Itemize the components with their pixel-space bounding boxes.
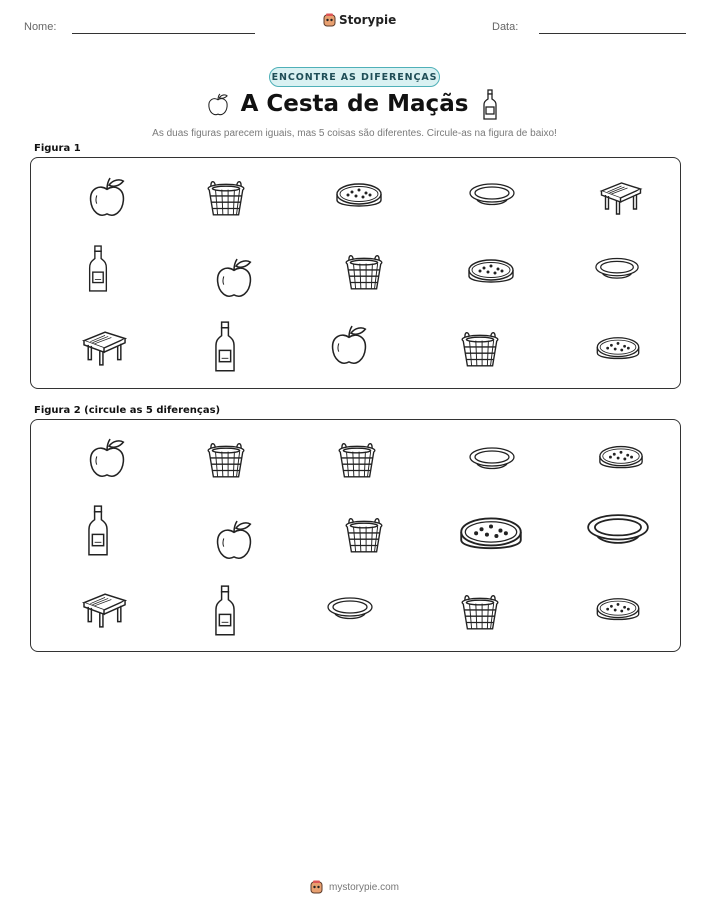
apple-icon[interactable] xyxy=(213,518,255,563)
pie-icon[interactable] xyxy=(333,180,385,214)
bottle-icon[interactable] xyxy=(86,505,110,557)
plate-icon[interactable] xyxy=(467,180,517,210)
figure1-panel xyxy=(30,157,681,389)
instructions: As duas figuras parecem iguais, mas 5 coisas são diferentes. Circule-as na figura de baixo! xyxy=(152,128,557,139)
stool-icon[interactable] xyxy=(597,179,644,217)
plate-icon[interactable] xyxy=(467,444,517,474)
stool-icon[interactable] xyxy=(79,328,129,368)
footer-site: mystorypie.com xyxy=(328,881,399,893)
figure2-panel[interactable] xyxy=(30,419,681,652)
apple-icon[interactable] xyxy=(328,323,370,368)
pie-icon[interactable] xyxy=(594,595,642,627)
apple-icon[interactable] xyxy=(86,175,128,220)
pie-icon[interactable] xyxy=(466,256,516,290)
plate-icon[interactable] xyxy=(584,511,652,549)
brand-logo xyxy=(323,13,396,27)
storypie-mascot-icon xyxy=(323,13,336,27)
name-label: Nome: xyxy=(24,21,57,33)
stool-icon[interactable] xyxy=(79,590,129,630)
basket-icon[interactable] xyxy=(343,515,385,555)
figure1-label: Figura 1 xyxy=(34,143,81,154)
activity-badge: ENCONTRE AS DIFERENÇAS xyxy=(269,67,440,87)
bottle-icon[interactable] xyxy=(213,585,237,637)
bottle-icon[interactable] xyxy=(213,321,237,373)
pie-icon[interactable] xyxy=(594,334,642,366)
name-field[interactable] xyxy=(72,33,255,34)
figure2-label: Figura 2 (circule as 5 diferenças) xyxy=(34,405,221,416)
basket-icon[interactable] xyxy=(459,591,501,633)
pie-icon[interactable] xyxy=(597,442,645,476)
date-field[interactable] xyxy=(539,33,686,34)
storypie-mascot-icon xyxy=(310,880,323,894)
apple-icon[interactable] xyxy=(86,436,128,481)
basket-icon[interactable] xyxy=(336,440,378,480)
page-title: A Cesta de Maçãs xyxy=(240,91,469,117)
bottle-icon xyxy=(482,89,498,121)
basket-icon[interactable] xyxy=(459,328,501,370)
bottle-icon[interactable] xyxy=(86,245,110,293)
plate-icon[interactable] xyxy=(593,254,641,284)
brand-name: Storypie xyxy=(339,13,397,27)
basket-icon[interactable] xyxy=(205,178,247,218)
apple-icon[interactable] xyxy=(213,256,255,301)
basket-icon[interactable] xyxy=(343,252,385,292)
basket-icon[interactable] xyxy=(205,440,247,480)
pie-icon[interactable] xyxy=(456,513,526,559)
plate-icon[interactable] xyxy=(325,594,375,624)
date-label: Data: xyxy=(492,21,519,33)
footer xyxy=(0,880,709,897)
